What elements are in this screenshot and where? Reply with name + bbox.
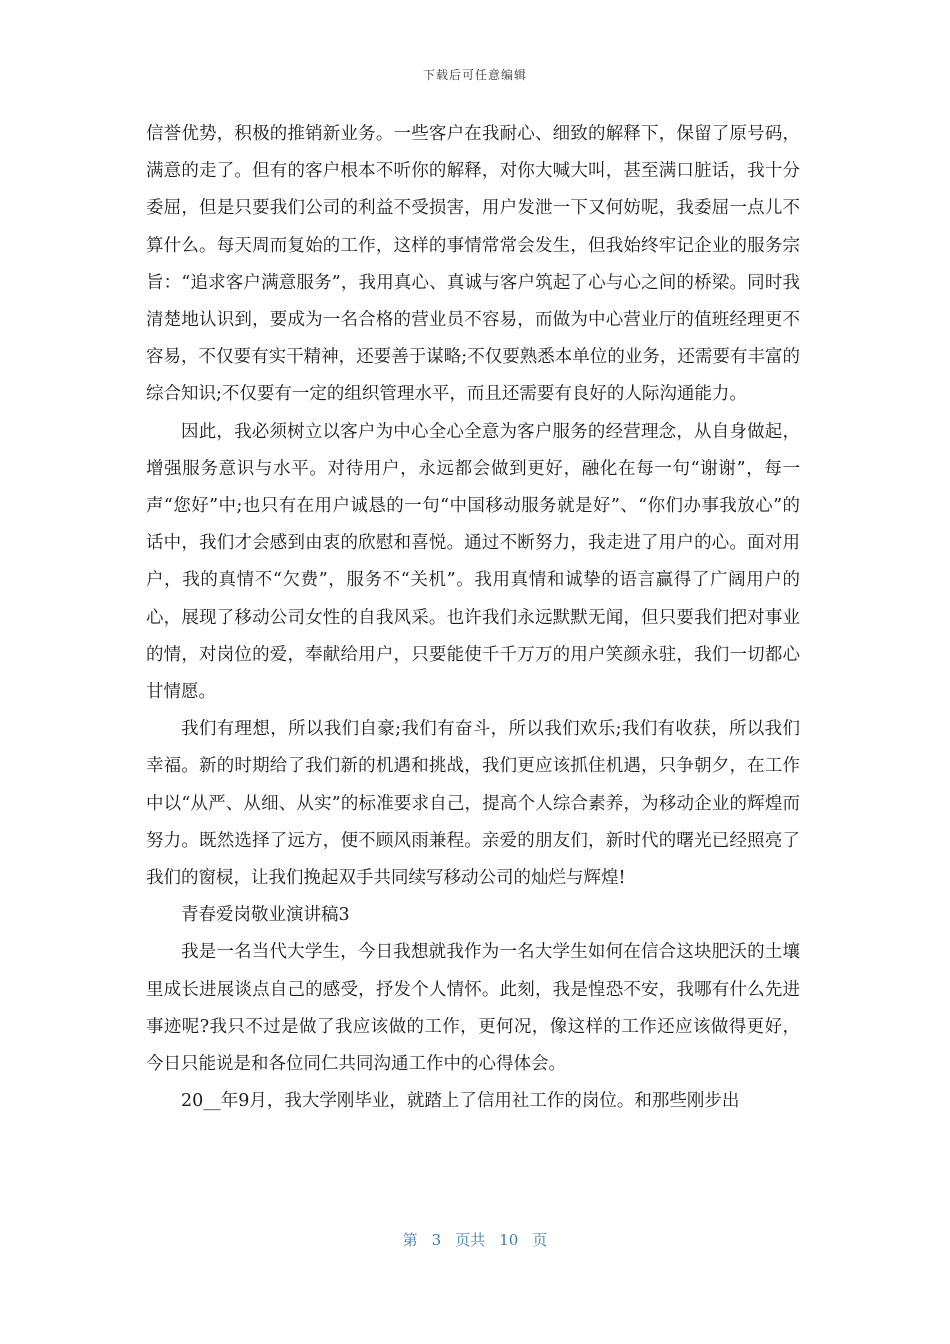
paragraph: 我们有理想，所以我们自豪;我们有奋斗，所以我们欢乐;我们有收获，所以我们幸福。新的时期给了我们新的机遇和挑战，我们更应该抓住机遇，只争朝夕，在工作中以“从严、从细、从实”的标准要求自己，提高个人综合素养，为移动企业的辉煌而努力。既然选择了远方，便不顾风雨兼程。亲爱的朋友们，新时代的曙光已经照亮了我们的窗棂，让我们挽起双手共同续写移动公司的灿烂与辉煌! — [146, 719, 800, 889]
paragraph: 我是一名当代大学生，今日我想就我作为一名大学生如何在信合这块肥沃的土壤里成长进展谈点自己的感受，抒发个人情怀。此刻，我是惶恐不安，我哪有什么先进事迹呢?我只不过是做了我应该做的工作，更何况，像这样的工作还应该做得更好，今日只能说是和各位同仁共同沟通工作中的心得体会。 — [146, 942, 800, 1075]
page-footer — [0, 1229, 950, 1250]
paragraph: 20__年9月，我大学刚毕业，就踏上了信用社工作的岗位。和那些刚步出 — [181, 1091, 740, 1112]
page-suffix: 页 — [532, 1231, 548, 1249]
total-word: 页共 — [455, 1231, 486, 1249]
document-body — [146, 116, 800, 1120]
header-note: 下载后可任意编辑 — [422, 68, 527, 82]
page-word: 第 — [402, 1231, 418, 1249]
total-pages-number: 10 — [499, 1231, 519, 1249]
paragraph-continued: 信誉优势，积极的推销新业务。一些客户在我耐心、细致的解释下，保留了原号码，满意的走了。但有的客户根本不听你的解释，对你大喊大叫，甚至满口脏话，我十分委屈，但是只要我们公司的利益不受损害，用户发泄一下又何妨呢，我委屈一点儿不算什么。每天周而复始的工作，这样的事情常常会发生，但我始终牢记企业的服务宗旨：“追求客户满意服务”，我用真心、真诚与客户筑起了心与心之间的桥梁。同时我清楚地认识到，要成为一名合格的营业员不容易，而做为中心营业厅的值班经理更不容易，不仅要有实干精神，还要善于谋略;不仅要熟悉本单位的业务，还需要有丰富的综合知识;不仅要有一定的组织管理水平，而且还需要有良好的人际沟通能力。 — [146, 124, 800, 405]
current-page-number: 3 — [431, 1231, 442, 1249]
paragraph: 因此，我必须树立以客户为中心全心全意为客户服务的经营理念，从自身做起，增强服务意识与水平。对待用户，永远都会做到更好，融化在每一句“谢谢”，每一声“您好”中;也只有在用户诚恳的一句“中国移动服务就是好”、“你们办事我放心”的话中，我们才会感到由衷的欣慰和喜悦。通过不断努力，我走进了用户的心。面对用户，我的真情不“欠费”，服务不“关机”。我用真情和诚挚的语言赢得了广阔用户的心，展现了移动公司女性的自我风采。也许我们永远默默无闻，但只要我们把对事业的情，对岗位的爱，奉献给用户，只要能使千千万万的用户笑颜永驻，我们一切都心甘情愿。 — [146, 421, 800, 703]
section-title: 青春爱岗敬业演讲稿3 — [181, 905, 350, 926]
